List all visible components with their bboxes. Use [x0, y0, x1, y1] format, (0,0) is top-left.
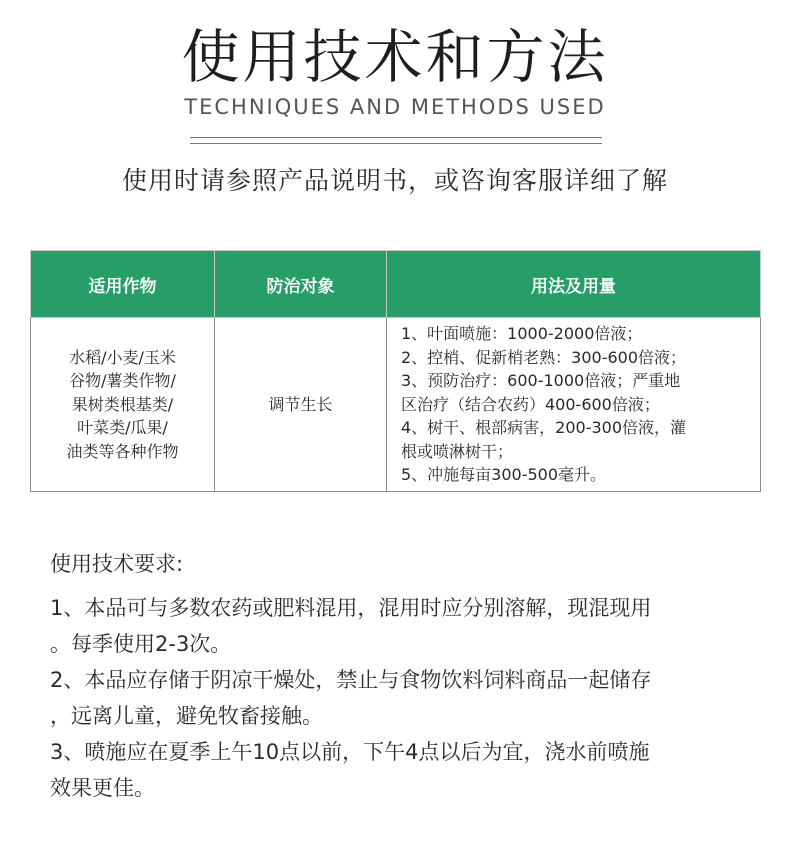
crops-line: 果树类根基类/ — [71, 394, 174, 414]
divider-top — [190, 137, 602, 138]
requirement-item — [50, 734, 740, 806]
usage-cell — [387, 318, 761, 492]
table-row — [31, 318, 761, 492]
table-header-row — [31, 251, 761, 318]
page-subtitle: TECHNIQUES AND METHODS USED — [184, 95, 606, 119]
header-usage: 用法及用量 — [387, 251, 761, 318]
usage-line: 区治疗（结合农药）400-600倍液； — [401, 394, 660, 414]
usage-line: 3、预防治疗：600-1000倍液；严重地 — [401, 371, 681, 390]
crops-line: 水稻/小麦/玉米 — [69, 347, 176, 367]
usage-table — [30, 250, 761, 492]
usage-line: 4、树干、根部病害，200-300倍液，灌 — [401, 418, 687, 437]
requirement-item — [50, 590, 740, 662]
divider-bottom — [190, 143, 602, 144]
requirement-line: 2、本品应存储于阴凉干燥处，禁止与食物饮料饲料商品一起储存 — [50, 668, 652, 692]
target-cell: 调节生长 — [215, 318, 387, 492]
crops-line: 油类等各种作物 — [66, 441, 179, 461]
header-target: 防治对象 — [215, 251, 387, 318]
crops-line: 谷物/薯类作物/ — [69, 371, 176, 390]
usage-line: 2、控梢、促新梢老熟：300-600倍液； — [401, 347, 687, 367]
crops-cell — [31, 318, 215, 492]
crops-line: 叶菜类/瓜果/ — [77, 418, 168, 437]
usage-line: 5、冲施每亩300-500毫升。 — [401, 465, 607, 484]
header-crops: 适用作物 — [31, 251, 215, 318]
usage-line: 根或喷淋树干； — [401, 441, 514, 461]
requirement-line: 效果更佳。 — [50, 776, 155, 800]
requirement-line: ，远离儿童，避免牧畜接触。 — [50, 704, 323, 728]
intro-text: 使用时请参照产品说明书，或咨询客服详细了解 — [121, 166, 668, 195]
requirements-title: 使用技术要求: — [50, 552, 184, 576]
page-title: 使用技术和方法 — [181, 23, 609, 91]
requirement-line: 3、喷施应在夏季上午10点以前，下午4点以后为宜，浇水前喷施 — [50, 740, 650, 764]
requirement-line: 。每季使用2-3次。 — [50, 632, 232, 656]
requirement-line: 1、本品可与多数农药或肥料混用，混用时应分别溶解，现混现用 — [50, 596, 652, 620]
requirement-item — [50, 662, 740, 734]
usage-line: 1、叶面喷施：1000-2000倍液； — [401, 324, 643, 343]
